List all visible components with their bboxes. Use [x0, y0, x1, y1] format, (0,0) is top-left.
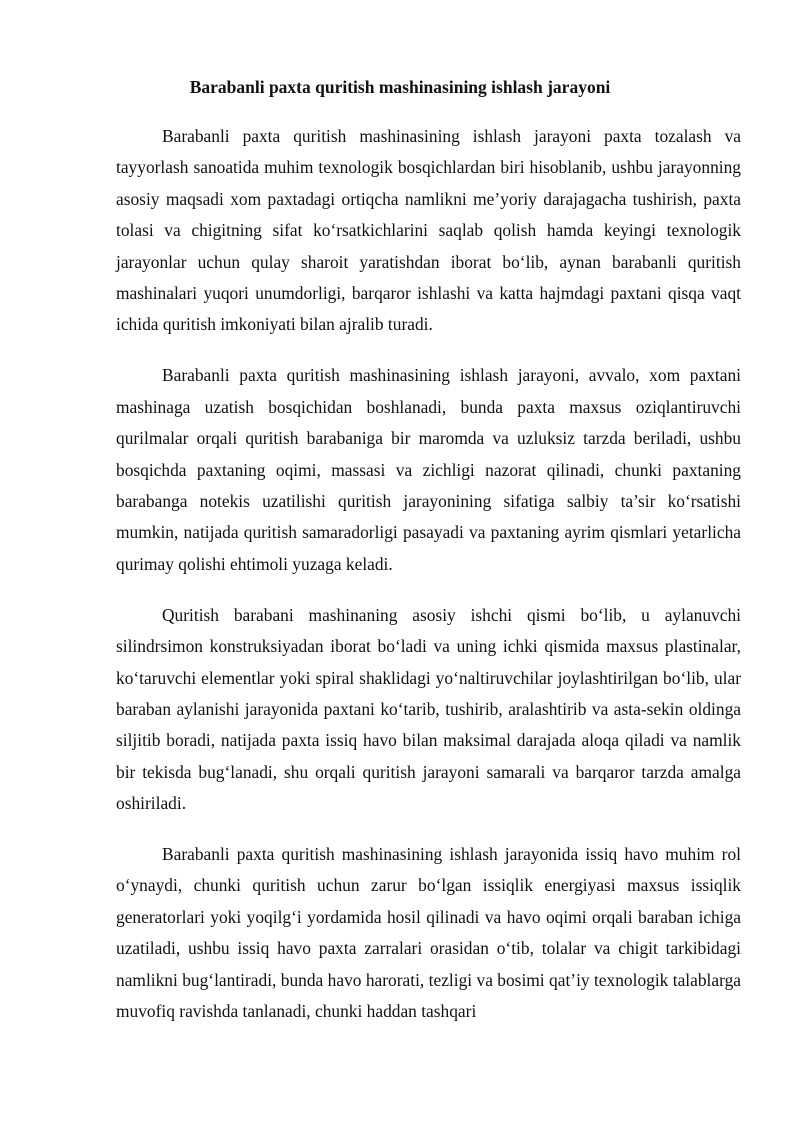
document-body: [116, 121, 741, 1047]
paragraph-2: Barabanli paxta quritish mashinasining ishlash jarayoni, avvalo, xom paxtani mashinaga uzatish bosqichidan boshlanadi, bunda paxta maxsus oziqlantiruvchi qurilmalar orqali quritish barabaniga bir maromda va uzluksiz tarzda beriladi, ushbu bosqichda paxtaning oqimi, massasi va zichligi nazorat qilinadi, chunki paxtaning barabanga notekis uzatilishi quritish jarayonining sifatiga salbiy ta’sir ko‘rsatishi mumkin, natijada quritish samaradorligi pasayadi va paxtaning ayrim qismlari yetarlicha qurimay qolishi ehtimoli yuzaga keladi.: [116, 365, 741, 574]
paragraph-4: Barabanli paxta quritish mashinasining ishlash jarayonida issiq havo muhim rol o‘ynaydi, chunki quritish uchun zarur bo‘lgan issiqlik energiyasi maxsus issiqlik generatorlari yoki yoqilg‘i yordamida hosil qilinadi va havo oqimi orqali baraban ichiga uzatiladi, ushbu issiq havo paxta zarralari orasidan o‘tib, tolalar va chigit tarkibidagi namlikni bug‘lantiradi, bunda havo harorati, tezligi va bosimi qat’iy texnologik talablarga muvofiq ravishda tanlanadi, chunki haddan tashqari: [116, 844, 741, 1022]
paragraph-3: Quritish barabani mashinaning asosiy ishchi qismi bo‘lib, u aylanuvchi silindrsimon konstruksiyadan iborat bo‘ladi va uning ichki qismida maxsus plastinalar, ko‘taruvchi elementlar yoki spiral shaklidagi yo‘naltiruvchilar joylashtirilgan bo‘lib, ular baraban aylanishi jarayonida paxtani ko‘tarib, tushirib, aralashtirib va asta-sekin oldinga siljitib boradi, natijada paxta issiq havo bilan maksimal darajada aloqa qiladi va namlik bir tekisda bug‘lanadi, shu orqali quritish jarayoni samarali va barqaror tarzda amalga oshiriladi.: [116, 604, 741, 814]
document-title: Barabanli paxta quritish mashinasining ishlash jarayoni: [189, 77, 611, 97]
paragraph-1: Barabanli paxta quritish mashinasining ishlash jarayoni paxta tozalash va tayyorlash sanoatida muhim texnologik bosqichlardan biri hisoblanib, ushbu jarayonning asosiy maqsadi xom paxtadagi ortiqcha namlikni me’yoriy darajagacha tushirish, paxta tolasi va chigitning sifat ko‘rsatkichlarini saqlab qolish hamda keyingi texnologik jarayonlar uchun qulay sharoit yaratishdan iborat bo‘lib, aynan barabanli quritish mashinalari yuqori unumdorligi, barqaror ishlashi va katta hajmdagi paxtani qisqa vaqt ichida quritish imkoniyati bilan ajralib turadi.: [116, 126, 741, 335]
